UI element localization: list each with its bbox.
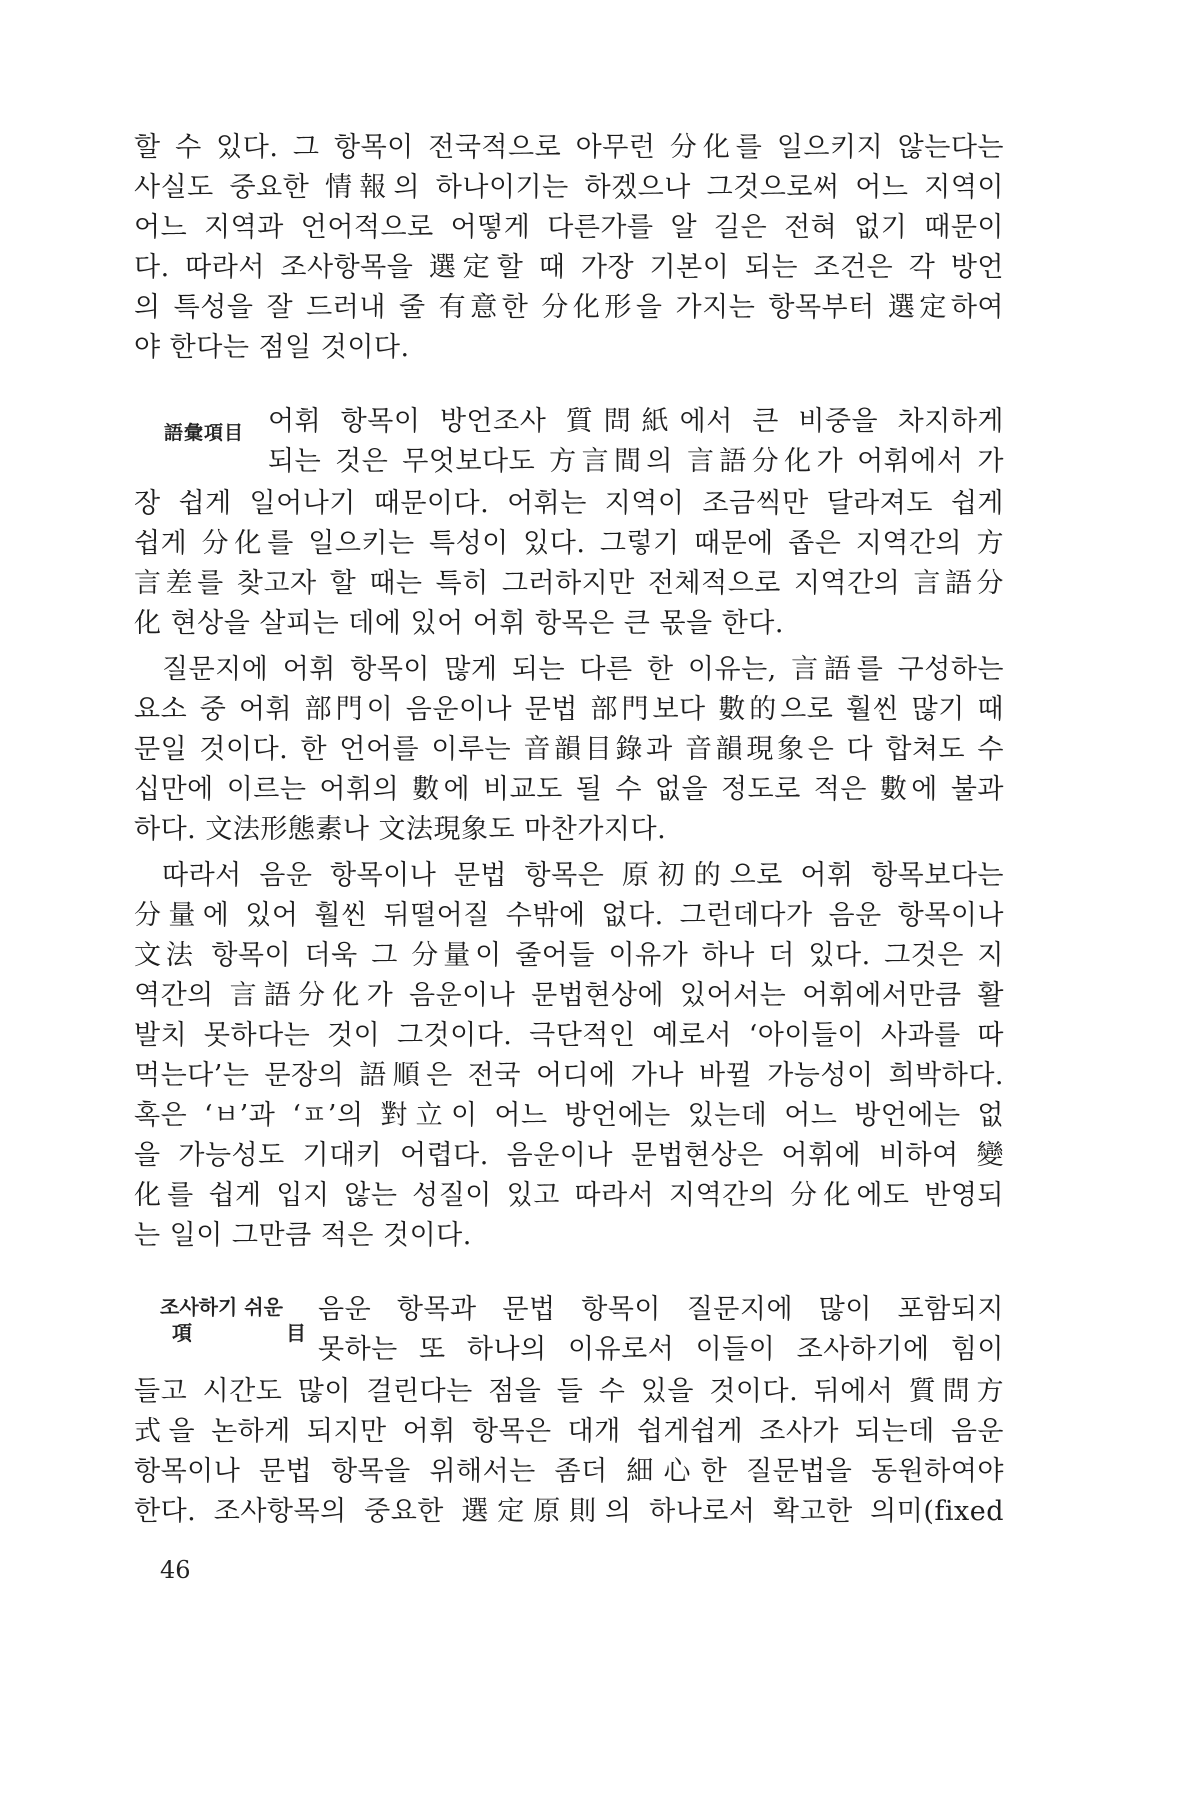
- text-line: 십만에 이르는 어휘의 數에 비교도 될 수 없을 정도로 적은 數에 불과: [134, 774, 1004, 805]
- text-line: 발치 못하다는 것이 그것이다. 극단적인 예로서 ‘아이들이 사과를 따: [134, 1020, 1004, 1051]
- text-line: 다. 따라서 조사항목을 選定할 때 가장 기본이 되는 조건은 각 방언: [134, 252, 1004, 283]
- text-line: 먹는다’는 문장의 語順은 전국 어디에 가나 바뀔 가능성이 희박하다.: [134, 1060, 1004, 1091]
- text-line: 쉽게 分化를 일으키는 특성이 있다. 그렇기 때문에 좁은 지역간의 方: [134, 528, 1004, 559]
- text-line: 야 한다는 점일 것이다.: [134, 332, 410, 363]
- text-line: 문일 것이다. 한 언어를 이루는 音韻目錄과 音韻現象은 다 합쳐도 수: [134, 734, 1004, 765]
- section-heading-char: 目: [286, 1321, 306, 1345]
- text-line: 한다. 조사항목의 중요한 選定原則의 하나로서 확고한 의미(fixed: [134, 1496, 1004, 1527]
- text-line: 分量에 있어 훨씬 뒤떨어질 수밖에 없다. 그런데다가 음운 항목이나: [134, 900, 1004, 931]
- text-line: 역간의 言語分化가 음운이나 문법현상에 있어서는 어휘에서만큼 활: [134, 980, 1004, 1011]
- text-line: 化를 쉽게 입지 않는 성질이 있고 따라서 지역간의 分化에도 반영되: [134, 1180, 1004, 1211]
- text-line: 질문지에 어휘 항목이 많게 되는 다른 한 이유는, 言語를 구성하는: [162, 654, 1004, 685]
- section-heading-vocabulary-items: 語彙項目: [164, 422, 245, 444]
- text-line: 들고 시간도 많이 걸린다는 점을 들 수 있을 것이다. 뒤에서 質問方: [134, 1376, 1004, 1407]
- text-line: 못하는 또 하나의 이유로서 이들이 조사하기에 힘이: [318, 1334, 1004, 1365]
- text-line: 사실도 중요한 情報의 하나이기는 하겠으나 그것으로써 어느 지역이: [134, 172, 1004, 203]
- section-heading-line: [160, 1320, 310, 1346]
- text-line: 따라서 음운 항목이나 문법 항목은 原初的으로 어휘 항목보다는: [162, 860, 1004, 891]
- text-line: 式을 논하게 되지만 어휘 항목은 대개 쉽게쉽게 조사가 되는데 음운: [134, 1416, 1004, 1447]
- section-heading-line: 조사하기 쉬운: [160, 1295, 283, 1319]
- text-line: 혹은 ‘ㅂ’과 ‘ㅍ’의 對立이 어느 방언에는 있는데 어느 방언에는 없: [134, 1100, 1004, 1131]
- text-line: 되는 것은 무엇보다도 方言間의 言語分化가 어휘에서 가: [268, 446, 1004, 477]
- text-line: 는 일이 그만큼 적은 것이다.: [134, 1220, 472, 1251]
- text-line: 어느 지역과 언어적으로 어떻게 다른가를 알 길은 전혀 없기 때문이: [134, 212, 1004, 243]
- text-line: 文法 항목이 더욱 그 分量이 줄어들 이유가 하나 더 있다. 그것은 지: [134, 940, 1004, 971]
- text-line: 음운 항목과 문법 항목이 질문지에 많이 포함되지: [318, 1294, 1004, 1325]
- section-heading-char: 項: [172, 1321, 192, 1345]
- text-line: 言差를 찾고자 할 때는 특히 그러하지만 전체적으로 지역간의 言語分: [134, 568, 1004, 599]
- text-line: 을 가능성도 기대키 어렵다. 음운이나 문법현상은 어휘에 비하여 變: [134, 1140, 1004, 1171]
- text-line: 하다. 文法形態素나 文法現象도 마찬가지다.: [134, 814, 667, 845]
- text-line: 장 쉽게 일어나기 때문이다. 어휘는 지역이 조금씩만 달라져도 쉽게: [134, 488, 1004, 519]
- text-line: 의 특성을 잘 드러내 줄 有意한 分化形을 가지는 항목부터 選定하여: [134, 292, 1004, 323]
- text-line: 할 수 있다. 그 항목이 전국적으로 아무런 分化를 일으키지 않는다는: [134, 132, 1004, 163]
- text-line: 化 현상을 살피는 데에 있어 어휘 항목은 큰 몫을 한다.: [134, 608, 784, 639]
- page-number: 46: [160, 1556, 191, 1584]
- section-heading-easy-items: [160, 1294, 310, 1346]
- text-line: 요소 중 어휘 部門이 음운이나 문법 部門보다 數的으로 훨씬 많기 때: [134, 694, 1004, 725]
- text-line: 어휘 항목이 방언조사 質問紙에서 큰 비중을 차지하게: [268, 406, 1004, 437]
- text-line: 항목이나 문법 항목을 위해서는 좀더 細心한 질문법을 동원하여야: [134, 1456, 1004, 1487]
